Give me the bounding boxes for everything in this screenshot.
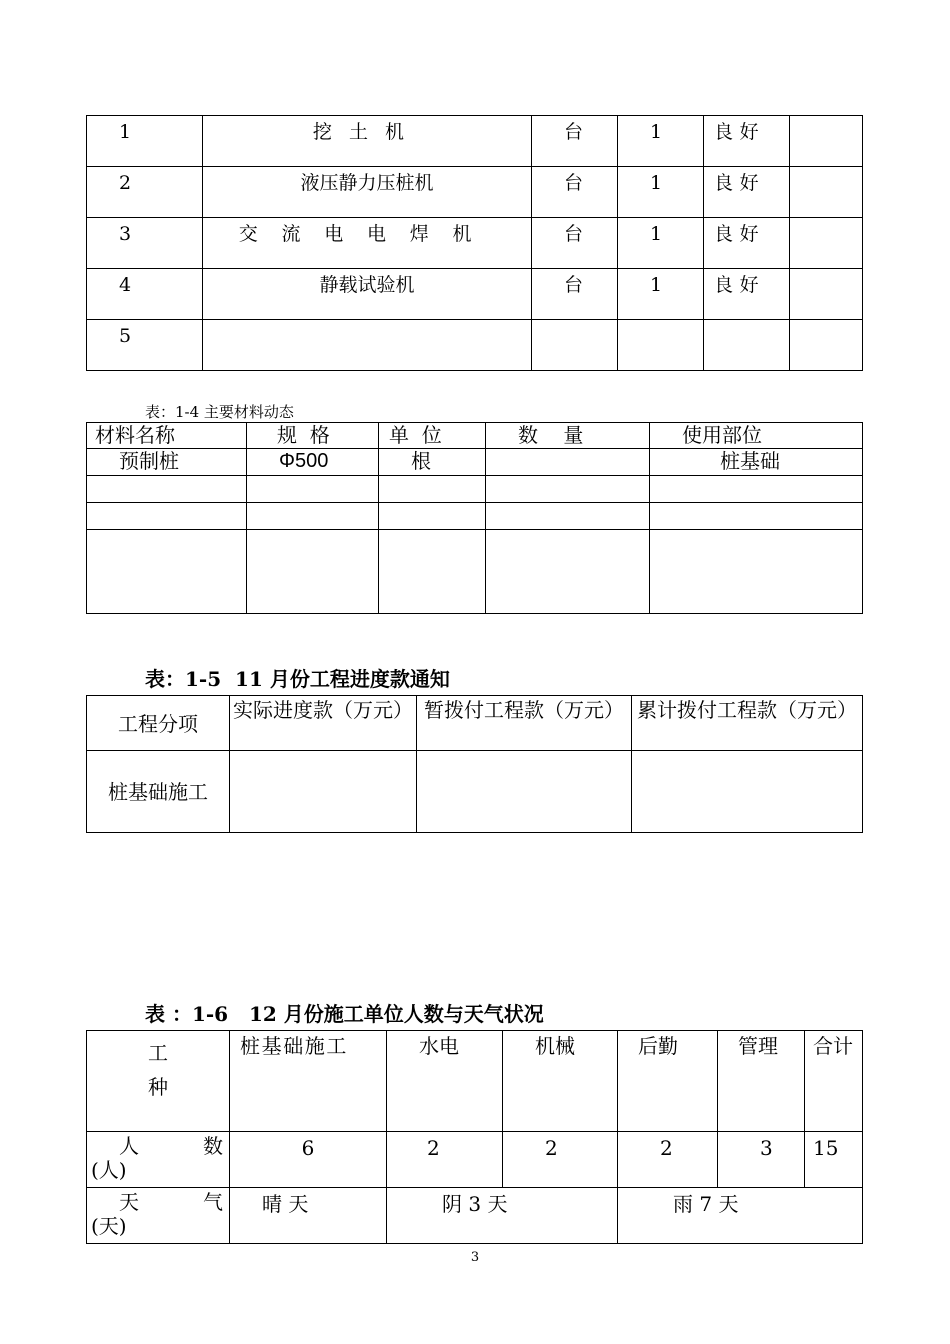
personnel-table-caption: 表 ：1-6 12 月份施工单位人数与天气状况 [145,1002,544,1026]
page-number: 3 [470,1250,480,1265]
header-cumulative-payment: 累计拨付工程款（万元） [632,696,863,751]
empty-cell [486,476,650,503]
weather-label-right: 气 [203,1190,223,1214]
material-name: 预制桩 [87,449,247,476]
equipment-name: 挖土机 [203,116,532,167]
table-row [87,218,863,269]
equipment-remark [790,320,863,371]
table-row [87,1188,863,1244]
row-number: 3 [87,218,203,269]
header-machinery: 机械 [503,1031,618,1132]
table-row [87,476,863,503]
equipment-condition: 良好 [704,167,790,218]
weather-label [87,1188,230,1244]
row-number: 4 [87,269,203,320]
empty-cell [87,476,247,503]
row-number: 2 [87,167,203,218]
empty-cell [87,503,247,530]
header-provisional-payment: 暂拨付工程款（万元） [417,696,632,751]
empty-cell [87,530,247,614]
empty-cell [379,530,486,614]
equipment-unit: 台 [532,218,618,269]
count-management: 3 [718,1132,805,1188]
weather-label-bottom: (天) [91,1214,127,1238]
empty-cell [486,530,650,614]
equipment-name [203,320,532,371]
weather-label-left: 天 [119,1190,139,1214]
count-label-left: 人 [119,1134,139,1158]
empty-cell [650,530,863,614]
table-header-row [87,1031,863,1132]
header-quantity: 数 量 [486,423,650,449]
equipment-qty [618,320,704,371]
equipment-remark [790,116,863,167]
work-item: 桩基础施工 [87,751,230,833]
equipment-condition [704,320,790,371]
header-trade-top: 工 [148,1041,168,1065]
empty-cell [247,530,379,614]
equipment-table [86,115,863,371]
header-actual-progress-payment: 实际进度款（万元） [230,696,417,751]
header-unit: 单 位 [379,423,486,449]
count-water-electric: 2 [387,1132,503,1188]
material-unit: 根 [379,449,486,476]
equipment-condition: 良好 [704,269,790,320]
table-row [87,449,863,476]
count-label-right: 数 [203,1134,223,1158]
materials-table [86,422,863,614]
equipment-qty: 1 [618,116,704,167]
table-row [87,269,863,320]
count-label-bottom: (人) [91,1158,127,1182]
equipment-condition: 良好 [704,218,790,269]
weather-cloudy: 阴 3 天 [387,1188,618,1244]
equipment-unit [532,320,618,371]
equipment-qty: 1 [618,218,704,269]
empty-cell [379,503,486,530]
row-number: 1 [87,116,203,167]
count-label [87,1132,230,1188]
equipment-unit: 台 [532,269,618,320]
empty-cell [650,503,863,530]
material-spec: Φ500 [247,449,379,476]
table-row [87,320,863,371]
materials-table-caption: 表：1-4 主要材料动态 [145,403,294,421]
empty-cell [486,503,650,530]
header-material-name: 材料名称 [87,423,247,449]
equipment-qty: 1 [618,167,704,218]
row-number: 5 [87,320,203,371]
equipment-unit: 台 [532,116,618,167]
equipment-name: 静载试验机 [203,269,532,320]
equipment-name: 液压静力压桩机 [203,167,532,218]
empty-cell [379,476,486,503]
count-logistics: 2 [618,1132,718,1188]
header-pile-foundation: 桩基础施工 [230,1031,387,1132]
header-spec: 规 格 [247,423,379,449]
actual-progress-payment [230,751,417,833]
empty-cell [650,476,863,503]
header-total: 合计 [805,1031,863,1132]
header-management: 管理 [718,1031,805,1132]
header-trade [87,1031,230,1132]
empty-cell [247,476,379,503]
header-usage-location: 使用部位 [650,423,863,449]
equipment-remark [790,269,863,320]
count-machinery: 2 [503,1132,618,1188]
count-pile-foundation: 6 [230,1132,387,1188]
payment-table-caption: 表：1-5 11 月份工程进度款通知 [145,667,450,691]
count-total: 15 [805,1132,863,1188]
header-water-electric: 水电 [387,1031,503,1132]
equipment-condition: 良好 [704,116,790,167]
table-row [87,1132,863,1188]
table-header-row [87,696,863,751]
equipment-name: 交流电电焊机 [203,218,532,269]
material-quantity [486,449,650,476]
material-usage: 桩基础 [650,449,863,476]
equipment-remark [790,167,863,218]
equipment-remark [790,218,863,269]
header-work-item: 工程分项 [87,696,230,751]
table-row [87,167,863,218]
table-row [87,751,863,833]
header-trade-bottom: 种 [148,1075,168,1099]
provisional-payment [417,751,632,833]
table-row [87,116,863,167]
cumulative-payment [632,751,863,833]
empty-cell [247,503,379,530]
personnel-weather-table [86,1030,863,1244]
table-row [87,530,863,614]
equipment-qty: 1 [618,269,704,320]
weather-rainy: 雨 7 天 [618,1188,863,1244]
weather-sunny: 晴 天 [230,1188,387,1244]
table-row [87,503,863,530]
header-logistics: 后勤 [618,1031,718,1132]
equipment-unit: 台 [532,167,618,218]
table-header-row [87,423,863,449]
payment-table [86,695,863,833]
